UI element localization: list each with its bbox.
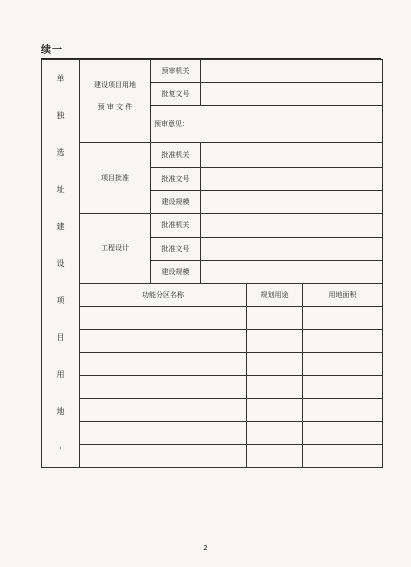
land-area-cell[interactable] — [303, 330, 383, 353]
land-area-cell[interactable] — [303, 307, 383, 330]
col-header-planned-use: 规划用途 — [247, 284, 303, 307]
pre-review-opinion-field[interactable] — [151, 106, 383, 143]
table-row — [42, 376, 383, 399]
engineering-design-scale-label: 建设规模 — [151, 261, 201, 284]
engineering-design-authority-field[interactable] — [201, 213, 383, 238]
side-char: 选 — [56, 148, 65, 157]
project-approval-group-label: 项目批准 — [80, 143, 151, 214]
land-area-cell[interactable] — [303, 422, 383, 445]
planned-use-cell[interactable] — [247, 330, 303, 353]
project-approval-doc-no-field[interactable] — [201, 167, 383, 190]
table-row — [42, 445, 383, 468]
side-char: 目 — [56, 333, 65, 342]
page-title: 续一 — [41, 45, 63, 56]
project-approval-scale-field[interactable] — [201, 190, 383, 213]
planned-use-cell[interactable] — [247, 307, 303, 330]
col-header-zone-name: 功能分区名称 — [80, 284, 247, 307]
planned-use-cell[interactable] — [247, 445, 303, 468]
table-row — [42, 399, 383, 422]
zone-name-cell[interactable] — [80, 445, 247, 468]
project-approval-authority-label: 批准机关 — [151, 143, 201, 168]
land-area-cell[interactable] — [303, 376, 383, 399]
engineering-design-authority-label: 批准机关 — [151, 213, 201, 238]
engineering-design-group-label: 工程设计 — [80, 213, 151, 284]
project-approval-doc-no-label: 批准文号 — [151, 167, 201, 190]
zone-name-cell[interactable] — [80, 399, 247, 422]
engineering-design-doc-no-label: 批准文号 — [151, 238, 201, 261]
side-char: 用 — [56, 370, 65, 379]
col-header-land-area: 用地面积 — [303, 284, 383, 307]
zone-name-cell[interactable] — [80, 307, 247, 330]
side-char: 单 — [56, 74, 65, 83]
side-char: 设 — [56, 259, 65, 268]
pre-review-opinion-label: 预审意见： — [154, 120, 189, 128]
project-approval-scale-label: 建设规模 — [151, 190, 201, 213]
land-use-form-table — [41, 59, 383, 468]
engineering-design-scale-field[interactable] — [201, 261, 383, 284]
side-char: 建 — [56, 222, 65, 231]
pre-review-doc-no-label: 批复文号 — [151, 83, 201, 106]
zone-name-cell[interactable] — [80, 422, 247, 445]
land-area-cell[interactable] — [303, 399, 383, 422]
pre-review-group-label: 建设项目用地 预 审 文 件 — [80, 60, 151, 143]
planned-use-cell[interactable] — [247, 353, 303, 376]
planned-use-cell[interactable] — [247, 399, 303, 422]
zone-name-cell[interactable] — [80, 353, 247, 376]
pre-review-authority-field[interactable] — [201, 60, 383, 83]
project-approval-authority-field[interactable] — [201, 143, 383, 168]
pre-review-authority-label: 预审机关 — [151, 60, 201, 83]
side-char: 项 — [56, 296, 65, 305]
side-char: 址 — [56, 185, 65, 194]
side-char: · — [59, 444, 62, 453]
planned-use-cell[interactable] — [247, 376, 303, 399]
planned-use-cell[interactable] — [247, 422, 303, 445]
table-row — [42, 422, 383, 445]
pre-review-doc-no-field[interactable] — [201, 83, 383, 106]
table-row — [42, 330, 383, 353]
engineering-design-doc-no-field[interactable] — [201, 238, 383, 261]
table-row — [42, 353, 383, 376]
page-number: 2 — [203, 544, 208, 552]
side-char: 独 — [56, 111, 65, 120]
zone-name-cell[interactable] — [80, 330, 247, 353]
side-label-column — [42, 60, 80, 468]
table-row — [42, 307, 383, 330]
land-area-cell[interactable] — [303, 353, 383, 376]
zone-name-cell[interactable] — [80, 376, 247, 399]
side-char: 地 — [56, 407, 65, 416]
land-area-cell[interactable] — [303, 445, 383, 468]
